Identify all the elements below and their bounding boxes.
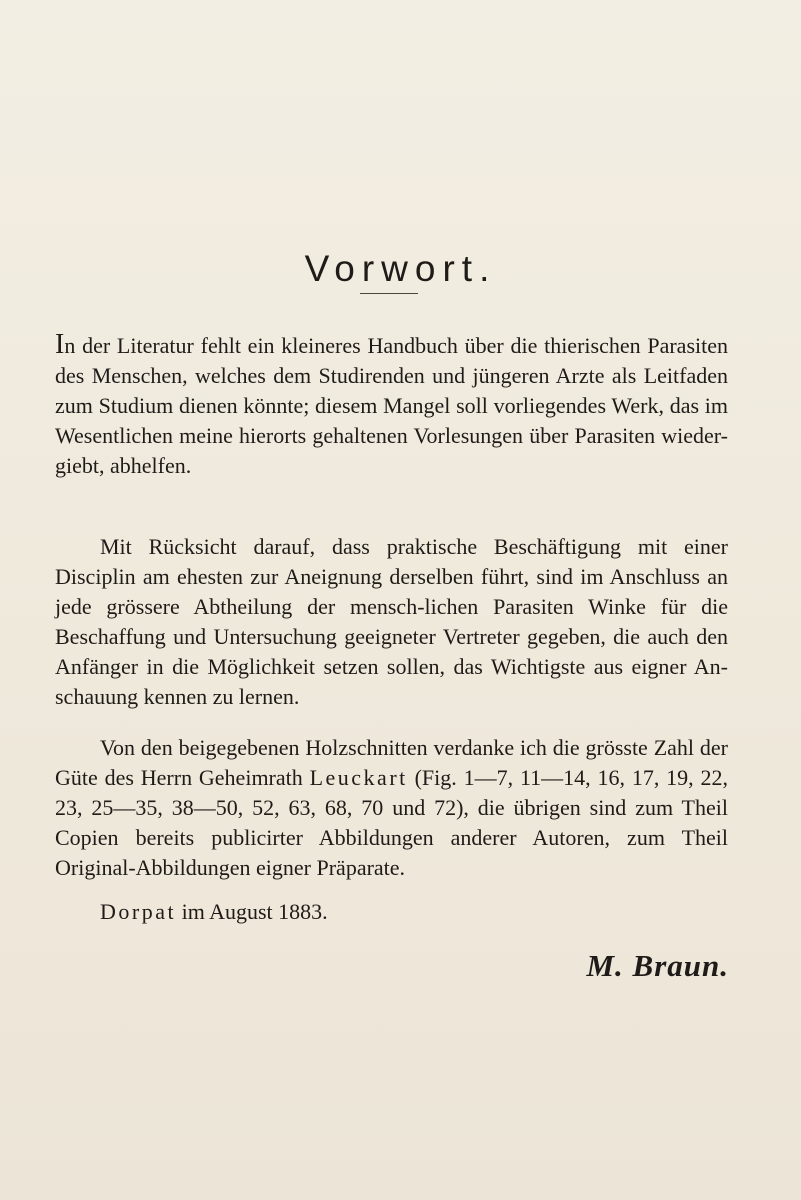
paragraph-1-text: n der Literatur fehlt ein kleineres Handbuch über die thierischen Parasiten des Menschen, welches dem Studirenden und jüngeren Arzte als Leitfaden zum Studium dienen könnte; diesem Mangel soll vorliegendes Werk, das im Wesentlichen meine hierorts gehaltenen Vorlesungen über Parasiten wieder-giebt, abhelfen. xyxy=(55,333,728,478)
heading-rule xyxy=(360,293,418,294)
paragraph-3-text-before: Von den beigegebenen Holzschnitten verdanke ich die grösste Zahl der Güte des Herrn Geheimrath xyxy=(55,735,728,790)
paragraph-3-text-after: (Fig. 1—7, 11—14, 16, 17, 19, 22, 23, 25—35, 38—50, 52, 63, 68, 70 und 72), die übrigen sind zum Theil Copien bereits publicirter Abbildungen anderer Autoren, zum Theil Original-Abbildungen eigner Präparate. xyxy=(55,765,728,880)
preface-paragraph-3 xyxy=(55,733,728,883)
author-signature: M. Braun. xyxy=(586,948,729,983)
paragraph-2-text: Mit Rücksicht darauf, dass praktische Beschäftigung mit einer Disciplin am ehesten zur Aneignung derselben führt, sind im Anschluss an jede grössere Abtheilung der mensch-lichen Parasiten Winke für die Beschaffung und Untersuchung geeigneter Vertreter gegeben, die auch den Anfänger in die Möglichkeit setzen sollen, das Wichtigste aus eigner An-schauung kennen zu lernen. xyxy=(55,534,728,709)
page-heading: Vorwort. xyxy=(304,248,497,289)
preface-paragraph-1 xyxy=(55,330,728,481)
date-text: im August 1883. xyxy=(176,899,328,924)
author-name-leuckart: Leuckart xyxy=(309,765,408,790)
place-name: Dorpat xyxy=(100,899,177,924)
initial-letter: I xyxy=(55,329,65,360)
preface-paragraph-2 xyxy=(55,532,728,712)
place-date-line xyxy=(100,897,328,927)
